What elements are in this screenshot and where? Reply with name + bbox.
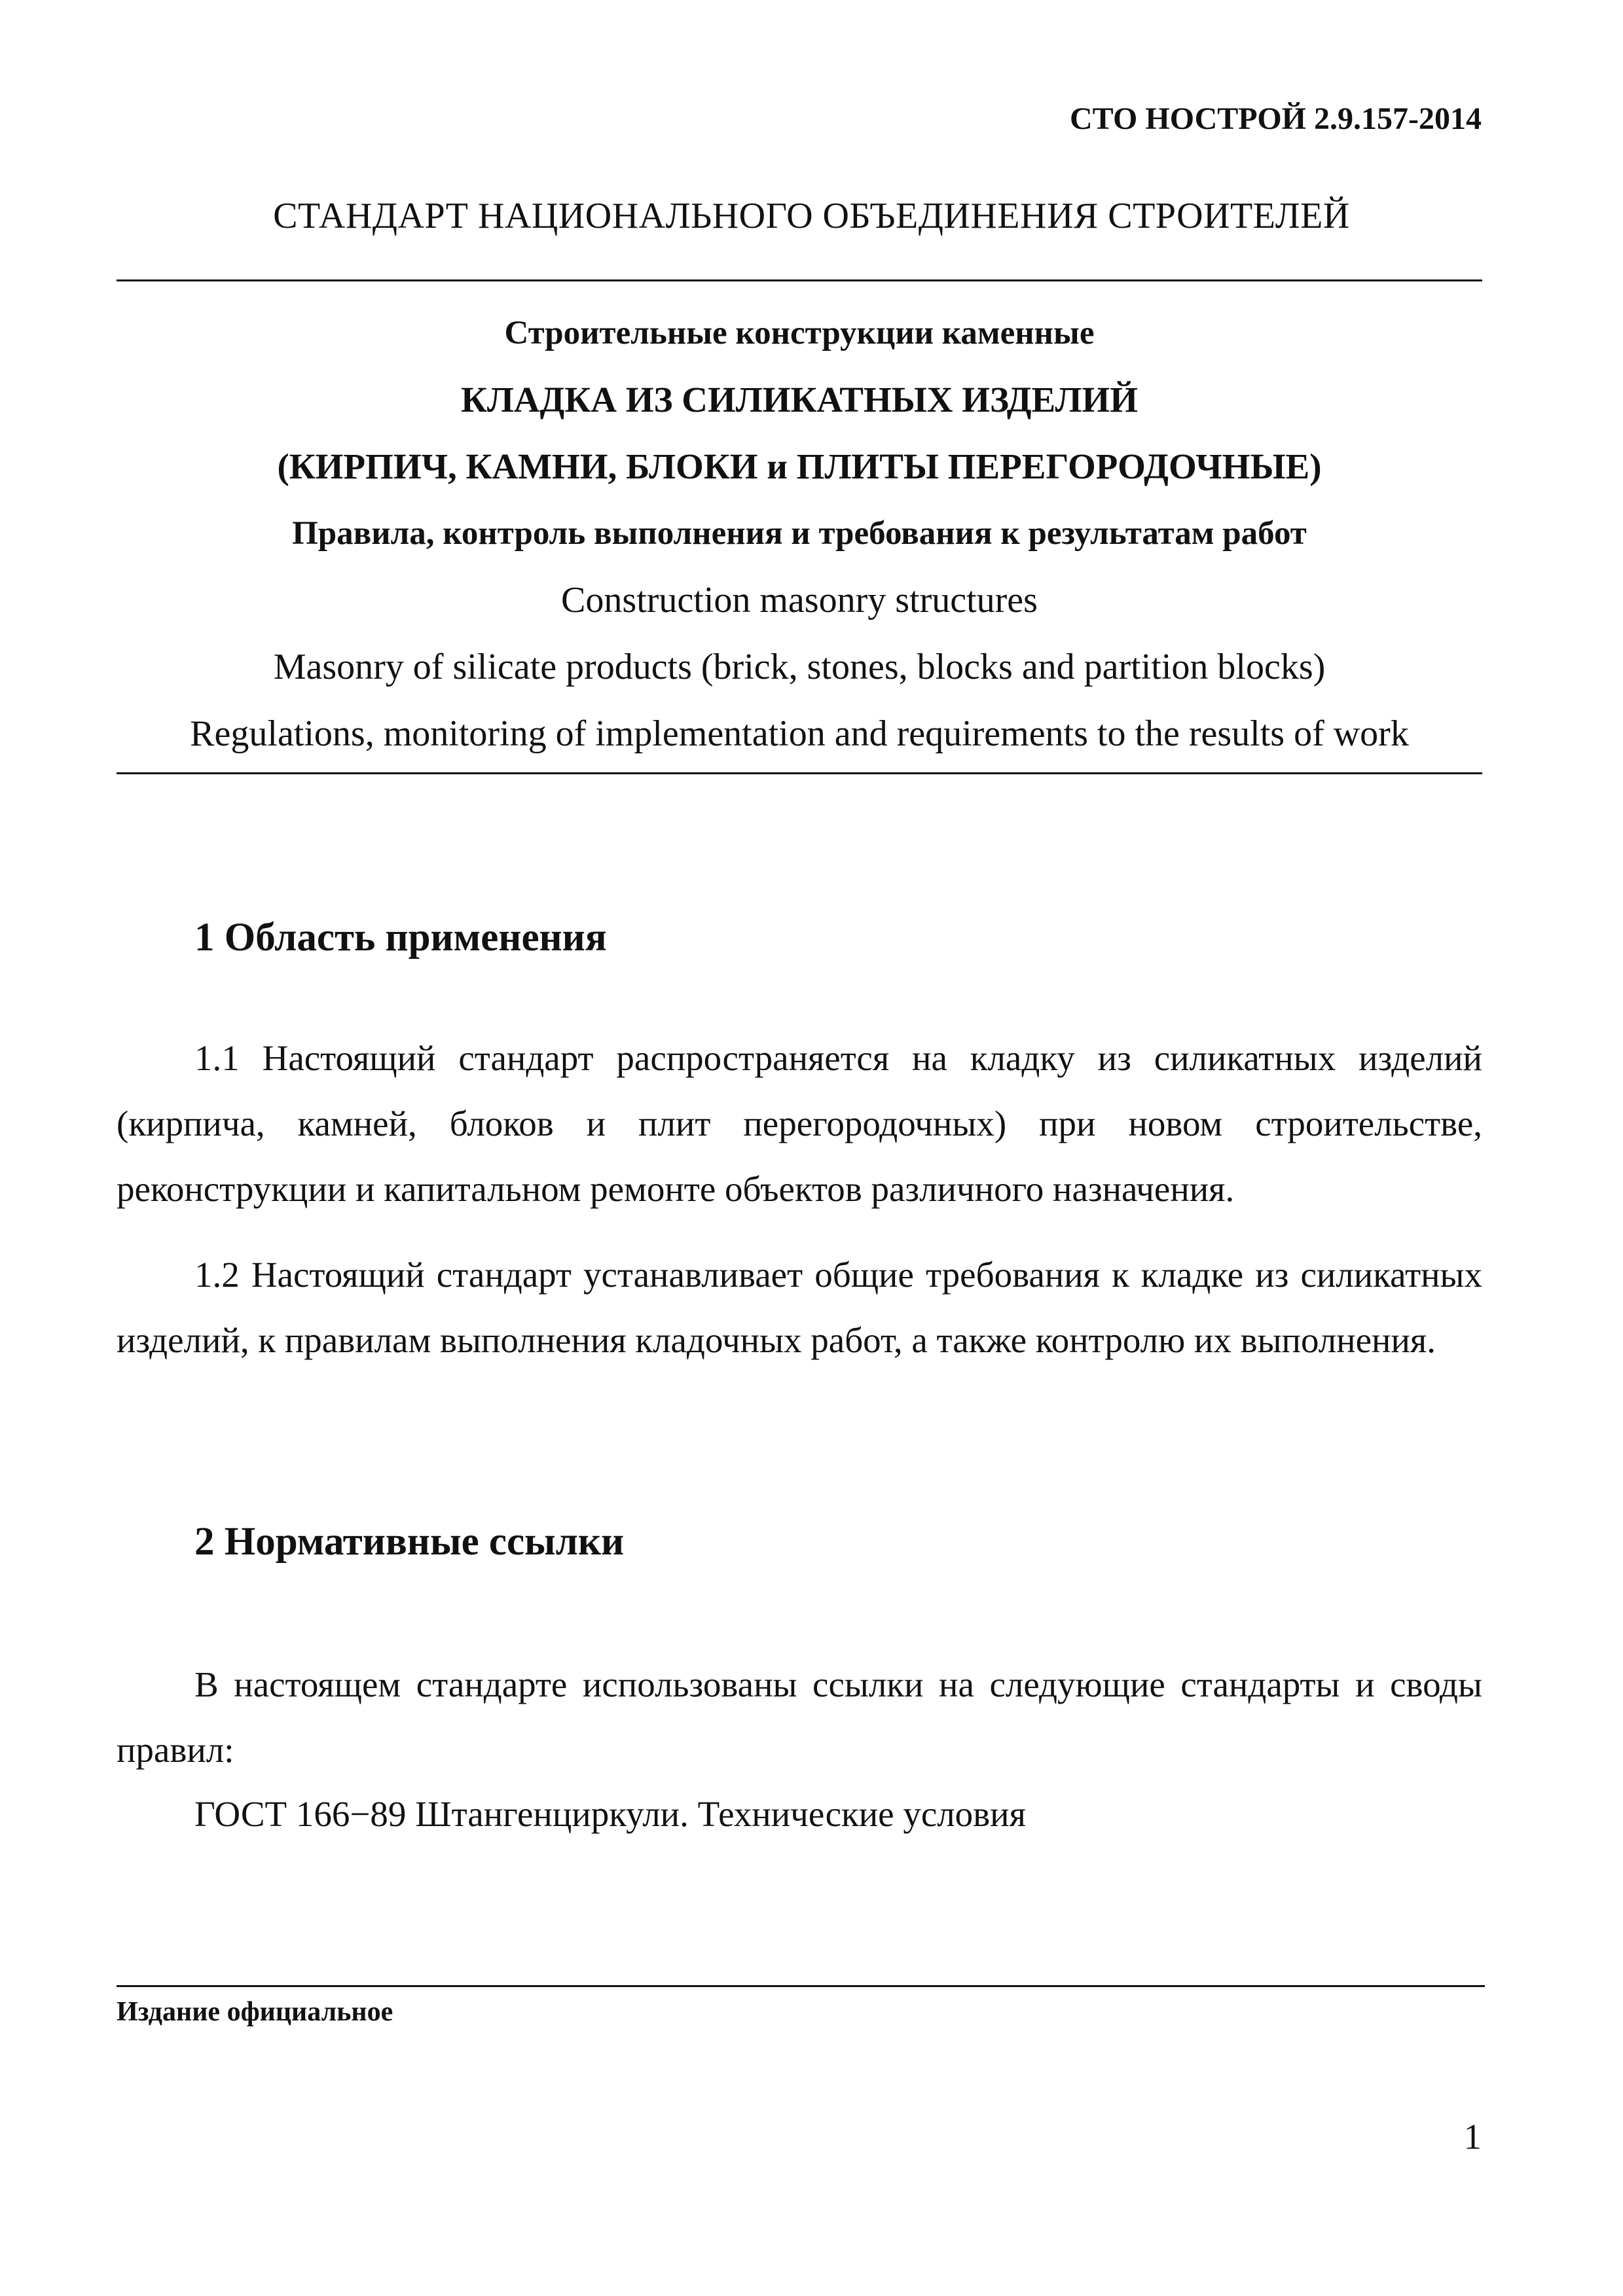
paragraph-1-1: 1.1 Настоящий стандарт распространяется на кладку из силикатных изделий (кирпича, камней, блоков и плит перегородочных) при новом строительстве, реконструкции и капитальном ремонте объектов различного назначения. <box>117 1038 1482 1209</box>
organization-title: СТАНДАРТ НАЦИОНАЛЬНОГО ОБЪЕДИНЕНИЯ СТРОИТЕЛЕЙ <box>273 196 1350 236</box>
title-line-3: (КИРПИЧ, КАМНИ, БЛОКИ и ПЛИТЫ ПЕРЕГОРОДОЧНЫЕ) <box>277 446 1322 486</box>
title-divider <box>117 772 1482 774</box>
paragraph-1-2: 1.2 Настоящий стандарт устанавливает общие требования к кладке из силикатных изделий, к правилам выполнения кладочных работ, а также контролю их выполнения. <box>117 1255 1482 1360</box>
english-title-line-2: Masonry of silicate products (brick, stones, blocks and partition blocks) <box>273 647 1326 687</box>
footer-divider <box>117 1985 1485 1987</box>
title-line-4: Правила, контроль выполнения и требования к результатам работ <box>292 515 1307 552</box>
edition-label: Издание официальное <box>117 1997 393 2027</box>
document-code: СТО НОСТРОЙ 2.9.157-2014 <box>1069 101 1482 136</box>
title-line-1: Строительные конструкции каменные <box>504 315 1095 351</box>
title-block <box>117 300 1482 767</box>
paragraph-references-intro: В настоящем стандарте использованы ссылки на следующие стандарты и своды правил: <box>117 1664 1482 1770</box>
section-heading-scope: 1 Область применения <box>194 916 607 960</box>
english-title-line-3: Regulations, monitoring of implementation and requirements to the results of work <box>190 713 1409 754</box>
reference-item: ГОСТ 166−89 Штангенциркули. Технические условия <box>194 1794 1026 1834</box>
section-heading-references: 2 Нормативные ссылки <box>194 1520 625 1564</box>
title-line-2: КЛАДКА ИЗ СИЛИКАТНЫХ ИЗДЕЛИЙ <box>460 380 1139 420</box>
top-divider <box>117 279 1482 281</box>
english-title-line-1: Construction masonry structures <box>561 580 1038 620</box>
page-number: 1 <box>1463 2117 1482 2157</box>
